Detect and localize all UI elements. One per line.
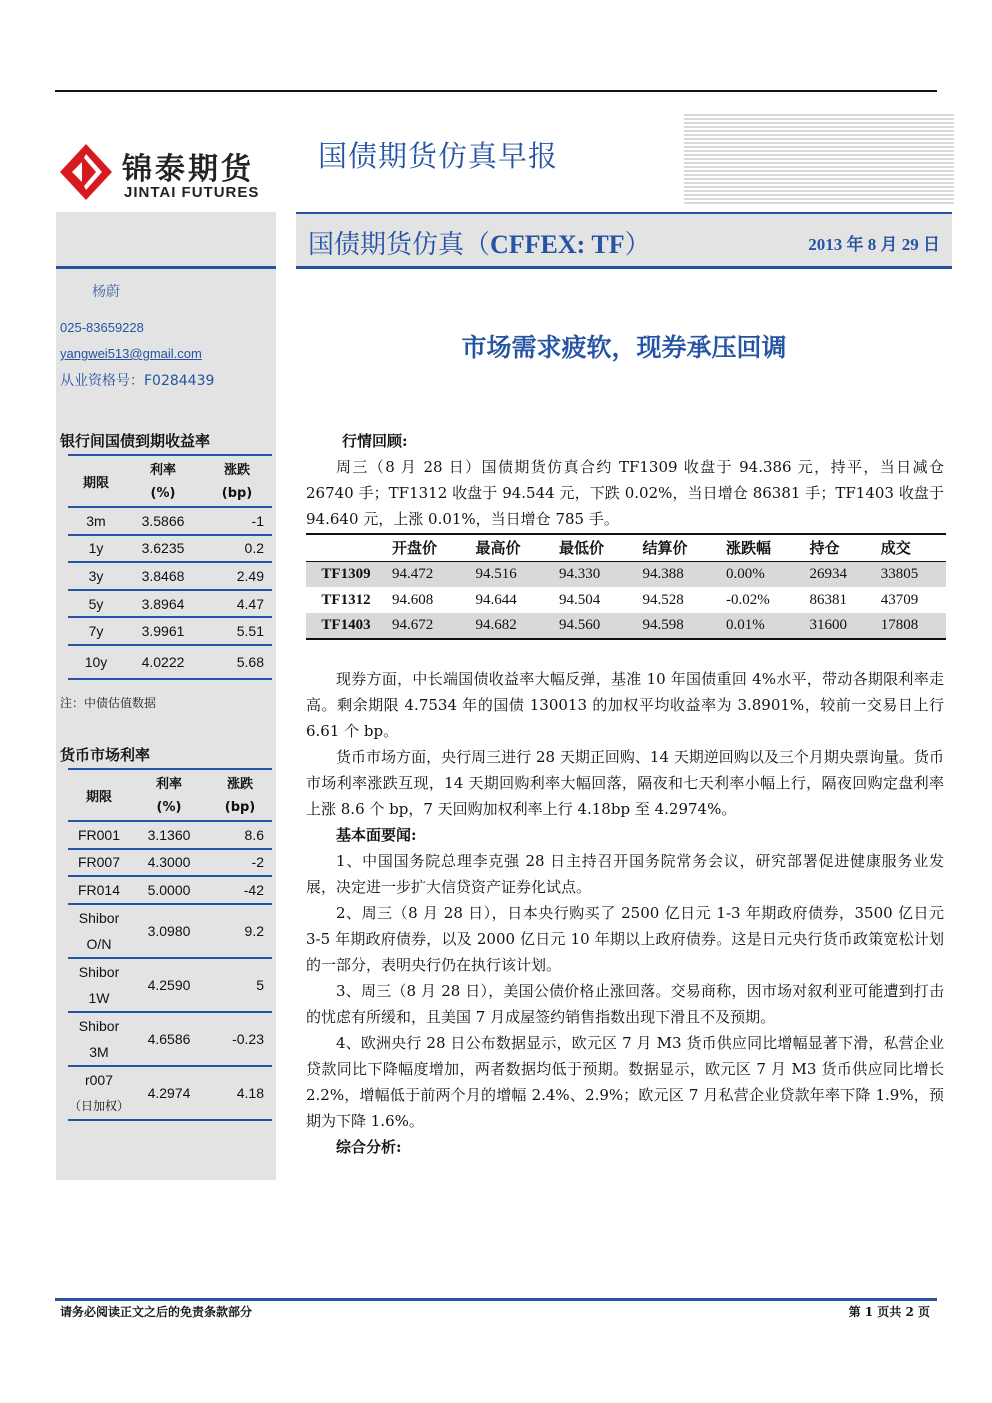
footer-rule	[55, 1298, 937, 1301]
table-row	[68, 821, 272, 849]
yield-rate: 3.9961	[124, 617, 202, 645]
money-term	[68, 904, 130, 958]
money-table	[68, 768, 272, 1121]
mkt-col	[306, 534, 386, 561]
market-table	[306, 533, 946, 640]
yield-change: 2.49	[202, 562, 272, 590]
money-term: FR014	[68, 876, 130, 904]
yield-change: 0.2	[202, 535, 272, 563]
money-table-header	[68, 769, 272, 795]
yield-term: 1y	[68, 535, 124, 563]
table-row	[306, 613, 946, 639]
table-row	[68, 849, 272, 877]
market-table-header	[306, 534, 946, 561]
yield-col-rate: 利率	[124, 455, 202, 481]
review-text	[306, 454, 944, 532]
yield-col-term: 期限	[68, 455, 124, 507]
news-item: 2、周三（8 月 28 日），日本央行购买了 2500 亿日元 1-3 年期政府债券，3500 亿日元 3-5 年期政府债券，以及 2000 亿日元 10 年期以上政府债券。这是日元央行货币政策宽松计划的一部分，表明央行仍在执行该计划。	[306, 904, 944, 974]
author-phone: 025-83659228	[60, 320, 144, 335]
table-row	[68, 562, 272, 590]
yield-rate: 3.6235	[124, 535, 202, 563]
mkt-col: 开盘价	[386, 534, 470, 561]
mkt-cell: 94.528	[642, 591, 684, 608]
yield-rate: 4.0222	[124, 645, 202, 679]
money-term-line2: 3M	[89, 1043, 109, 1060]
cash-paragraph: 现券方面，中长端国债收益率大幅反弹，基准 10 年国债重回 4%水平，带动各期限利率走高。剩余期限 4.7534 年的国债 130013 的加权平均收益率为 3.8901%，较前一交易日上行 6.61 个 bp。	[306, 670, 944, 740]
yield-rate: 3.8964	[124, 590, 202, 618]
mkt-cell: 94.388	[637, 561, 721, 587]
table-row	[68, 1066, 272, 1120]
money-rate: 4.2974	[130, 1066, 208, 1120]
mkt-cell: 94.472	[386, 561, 470, 587]
mkt-cell: TF1312	[321, 591, 371, 608]
report-title: 国债期货仿真早报	[318, 139, 559, 173]
yield-col-rate-unit: (%)	[124, 481, 202, 507]
money-term-line2: （日加权）	[68, 1098, 129, 1113]
mkt-col: 最低价	[553, 534, 637, 561]
money-rate: 3.0980	[130, 904, 208, 958]
money-term-line1: Shibor	[78, 909, 120, 926]
money-section-heading: 货币市场利率	[60, 746, 151, 764]
brand-name-cn: 锦泰期货	[122, 152, 254, 187]
mkt-cell: 94.608	[392, 591, 434, 608]
mkt-cell: 94.516	[470, 561, 554, 587]
table-row	[306, 561, 946, 587]
money-col-rate-unit: (%)	[130, 795, 208, 821]
yield-term: 3m	[68, 507, 124, 535]
table-row	[68, 535, 272, 563]
mkt-cell: 31600	[804, 613, 875, 639]
mkt-cell: 94.330	[553, 561, 637, 587]
yield-change: 5.68	[202, 645, 272, 679]
money-term: FR001	[68, 821, 130, 849]
report-date: 2013 年 8 月 29 日	[808, 235, 940, 254]
table-row	[68, 1012, 272, 1066]
money-change: 5	[208, 958, 272, 1012]
review-heading: 行情回顾:	[342, 432, 408, 450]
mkt-cell: TF1309	[306, 561, 386, 587]
decorative-stripes	[684, 114, 954, 204]
money-col-term: 期限	[68, 769, 130, 821]
yield-term: 5y	[68, 590, 124, 618]
money-rate: 4.2590	[130, 958, 208, 1012]
footer-disclaimer: 请务必阅读正文之后的免责条款部分	[60, 1305, 253, 1319]
headline: 市场需求疲软，现券承压回调	[461, 333, 787, 362]
yield-change: 5.51	[202, 617, 272, 645]
money-col-change-unit: (bp)	[208, 795, 272, 821]
mkt-cell: 94.672	[386, 613, 470, 639]
money-term	[68, 1012, 130, 1066]
sidebar-rule	[56, 266, 276, 269]
yield-table	[68, 454, 272, 680]
mkt-cell: 94.644	[475, 591, 517, 608]
footer-page-number: 第 1 页共 2 页	[848, 1305, 930, 1319]
mkt-cell: 86381	[809, 591, 847, 608]
mkt-cell: -0.02%	[726, 591, 770, 608]
money-change: -42	[208, 876, 272, 904]
table-row	[68, 904, 272, 958]
fundamental-heading: 基本面要闻:	[336, 826, 417, 844]
yield-col-change: 涨跌	[202, 455, 272, 481]
author-email-link[interactable]: yangwei513@gmail.com	[60, 346, 202, 361]
subtitle-suffix: ）	[624, 230, 651, 260]
news-item: 3、周三（8 月 28 日），美国公债价格止涨回落。交易商称，因市场对叙利亚可能遭到打击的忧虑有所缓和，且美国 7 月成屋签约销售指数出现下滑且不及预期。	[306, 982, 944, 1026]
yield-rate: 3.8468	[124, 562, 202, 590]
money-col-change: 涨跌	[208, 769, 272, 795]
money-rate: 4.3000	[130, 849, 208, 877]
mkt-cell: 94.682	[470, 613, 554, 639]
mkt-col: 成交	[875, 534, 946, 561]
money-term: FR007	[68, 849, 130, 877]
jintai-logo-icon	[58, 142, 114, 202]
yield-change: 4.47	[202, 590, 272, 618]
yield-col-change-unit: (bp)	[202, 481, 272, 507]
money-term-line1: r007	[84, 1071, 114, 1088]
yield-note: 注：中债估值数据	[60, 696, 157, 710]
yield-term: 7y	[68, 617, 124, 645]
money-change: 4.18	[208, 1066, 272, 1120]
yield-term: 3y	[68, 562, 124, 590]
mkt-col: 涨跌幅	[720, 534, 804, 561]
mkt-cell: 0.00%	[720, 561, 804, 587]
subtitle-prefix: 国债期货仿真（	[308, 230, 491, 260]
yield-rate: 3.5866	[124, 507, 202, 535]
yield-section-heading: 银行间国债到期收益率	[60, 432, 211, 450]
money-term-line2: 1W	[88, 989, 110, 1006]
money-term-line1: Shibor	[78, 1017, 120, 1034]
table-row	[68, 590, 272, 618]
mkt-col: 最高价	[470, 534, 554, 561]
money-change: 8.6	[208, 821, 272, 849]
author-license: 从业资格号：F0284439	[60, 373, 215, 389]
money-change: 9.2	[208, 904, 272, 958]
news-item: 1、中国国务院总理李克强 28 日主持召开国务院常务会议，研究部署促进健康服务业发展，决定进一步扩大信贷资产证券化试点。	[306, 852, 944, 896]
brand-logo	[58, 142, 276, 204]
money-term	[68, 958, 130, 1012]
table-row	[306, 587, 946, 613]
money-rate: 3.1360	[130, 821, 208, 849]
money-term-line2: O/N	[86, 935, 112, 952]
news-item: 4、欧洲央行 28 日公布数据显示，欧元区 7 月 M3 货币供应同比增幅显著下滑，私营企业贷款同比下降幅度增加，两者数据均低于预期。数据显示，欧元区 7 月 M3 货币供应同比增长 2.2%，增幅低于前两个月的增幅 2.4%、2.9%；欧元区 7 月私营企业贷款年率下降 1.9%，预期为下降 1.6%。	[306, 1034, 944, 1130]
mkt-cell: 26934	[804, 561, 875, 587]
brand-name-en: JINTAI FUTURES	[124, 184, 260, 201]
money-col-rate: 利率	[130, 769, 208, 795]
subtitle-code: CFFEX: TF	[490, 230, 625, 259]
money-change: -2	[208, 849, 272, 877]
mkt-cell: 33805	[875, 561, 946, 587]
mkt-cell: 17808	[875, 613, 946, 639]
mkt-cell: 43709	[880, 591, 919, 608]
money-rate: 5.0000	[130, 876, 208, 904]
yield-term: 10y	[68, 645, 124, 679]
table-row	[68, 958, 272, 1012]
mkt-cell: 94.504	[559, 591, 601, 608]
money-term-line1: Shibor	[78, 963, 120, 980]
subtitle-band	[296, 212, 952, 269]
table-row	[68, 617, 272, 645]
mkt-cell: 94.598	[637, 613, 721, 639]
money-change: -0.23	[208, 1012, 272, 1066]
money-rate: 4.6586	[130, 1012, 208, 1066]
money-term	[68, 1066, 130, 1120]
subtitle	[308, 224, 651, 261]
money-paragraph: 货币市场方面，央行周三进行 28 天期正回购、14 天期逆回购以及三个月期央票询量。货币市场利率涨跌互现，14 天期回购利率大幅回落，隔夜和七天利率小幅上行，隔夜回购定盘利率上涨 8.6 个 bp，7 天回购加权利率上行 4.18bp 至 4.2974%。	[306, 748, 944, 818]
yield-change: -1	[202, 507, 272, 535]
analysis-heading: 综合分析:	[336, 1138, 402, 1156]
mkt-cell: 94.560	[553, 613, 637, 639]
yield-table-header	[68, 455, 272, 481]
mkt-col: 持仓	[804, 534, 875, 561]
table-row	[68, 507, 272, 535]
top-rule	[55, 90, 937, 92]
body-text	[306, 666, 944, 1160]
mkt-col: 结算价	[637, 534, 721, 561]
mkt-cell: 0.01%	[720, 613, 804, 639]
table-row	[68, 645, 272, 679]
review-paragraph: 周三（8 月 28 日）国债期货仿真合约 TF1309 收盘于 94.386 元，持平，当日减仓 26740 手；TF1312 收盘于 94.544 元，下跌 0.02%，当日增仓 86381 手；TF1403 收盘于 94.640 元，上涨 0.01%，当日增仓 785 手。	[306, 458, 944, 528]
table-row	[68, 876, 272, 904]
author-name: 杨蔚	[92, 284, 120, 300]
mkt-cell: TF1403	[306, 613, 386, 639]
